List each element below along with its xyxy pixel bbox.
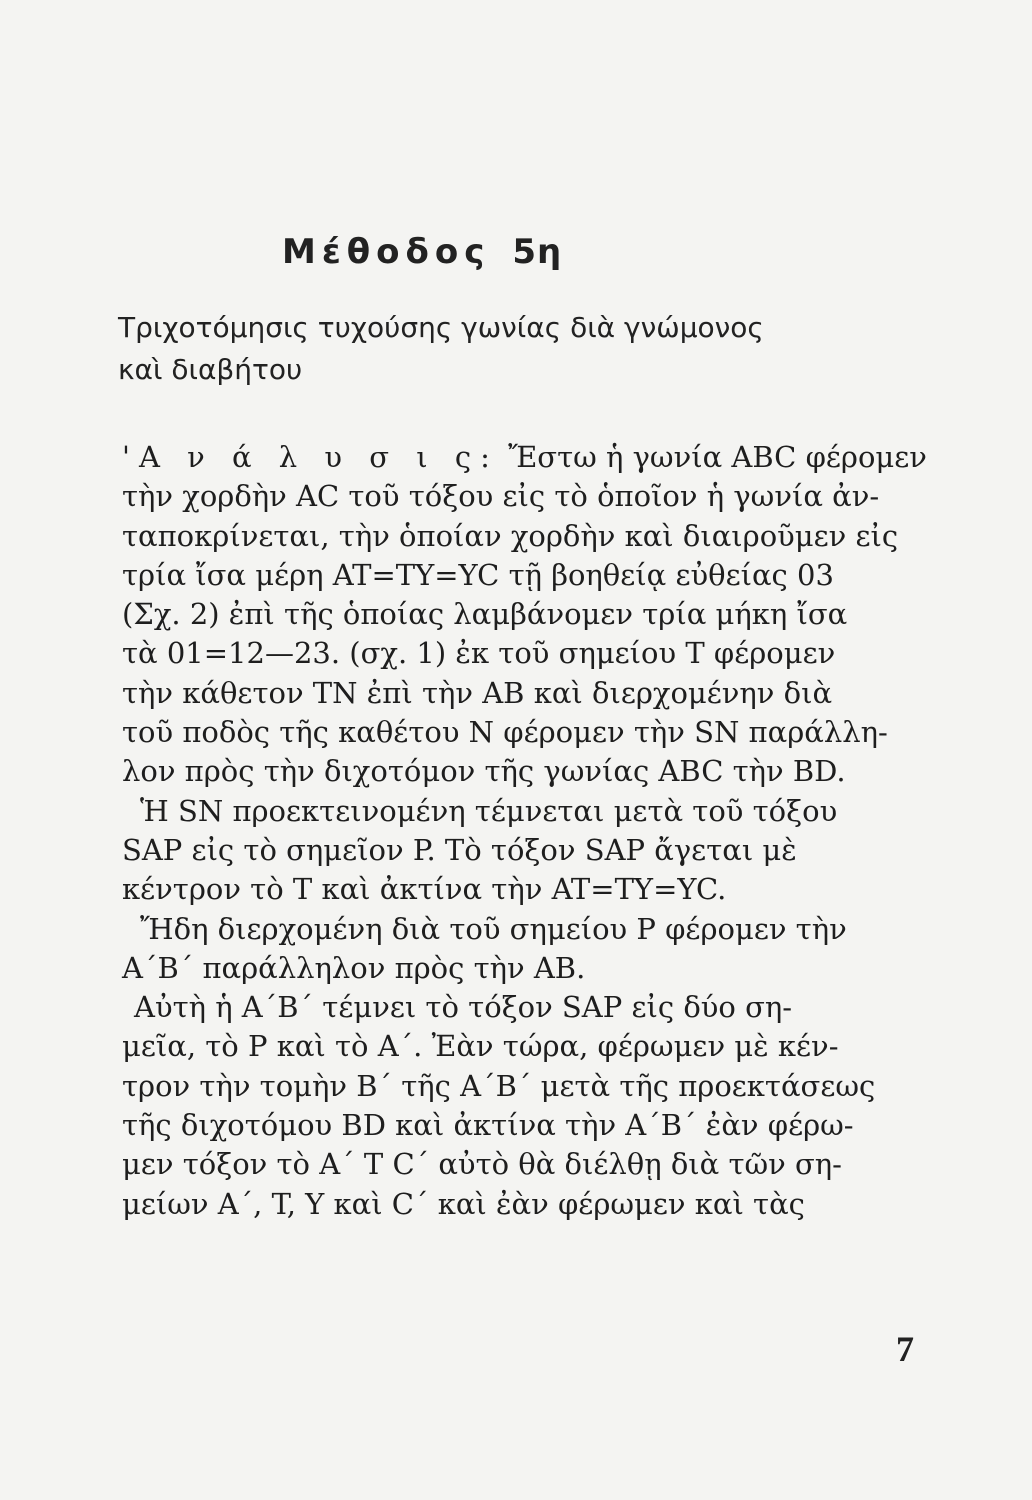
body-line: τὰ 01=12—23. (σχ. 1) ἐκ τοῦ σημείου T φέρομεν xyxy=(122,636,836,671)
body-line: SAP εἰς τὸ σημεῖον P. Τὸ τόξον SAP ἄγεται μὲ xyxy=(122,832,797,867)
section-subtitle xyxy=(118,307,878,391)
body-line: ταποκρίνεται, τὴν ὁποίαν χορδὴν καὶ διαιροῦμεν εἰς xyxy=(122,518,899,553)
body-line: μεν τόξον τὸ A΄ T C΄ αὐτὸ θὰ διέλθῃ διὰ τῶν ση- xyxy=(122,1147,842,1182)
analysis-label: 'Α ν ά λ υ σ ι ς: xyxy=(122,440,499,474)
body-line-text: Ἔστω ἡ γωνία ABC φέρομεν xyxy=(508,440,927,474)
body-line: λον πρὸς τὴν διχοτόμον τῆς γωνίας ABC τὴν BD. xyxy=(122,754,846,789)
body-line: Ἤδη διερχομένη διὰ τοῦ σημείου P φέρομεν τὴν xyxy=(140,911,847,946)
chapter-title xyxy=(282,232,562,272)
body-line: Ἡ SN προεκτεινομένη τέμνεται μετὰ τοῦ τόξου xyxy=(140,793,838,828)
chapter-number: 5η xyxy=(512,232,563,272)
body-line xyxy=(122,438,934,477)
body-line: τὴν κάθετον TN ἐπὶ τὴν AB καὶ διερχομένην διὰ xyxy=(122,675,833,710)
page-number: 7 xyxy=(896,1329,914,1369)
body-line: (Σχ. 2) ἐπὶ τῆς ὁποίας λαμβάνομεν τρία μήκη ἴσα xyxy=(122,597,848,632)
chapter-word: Μέθοδος xyxy=(282,232,491,272)
body-line: τὴν χορδὴν AC τοῦ τόξου εἰς τὸ ὁποῖον ἡ γωνία ἀν- xyxy=(122,479,880,514)
body-text xyxy=(122,438,934,1224)
subtitle-line: Τριχοτόμησις τυχούσης γωνίας διὰ γνώμονος xyxy=(118,311,764,344)
body-line: Αὐτὴ ἡ A΄B΄ τέμνει τὸ τόξον SAP εἰς δύο ση- xyxy=(134,990,793,1025)
body-line: κέντρον τὸ T καὶ ἀκτίνα τὴν AT=TY=YC. xyxy=(122,872,727,907)
subtitle-line: καὶ διαβήτου xyxy=(118,353,303,386)
body-line: τῆς διχοτόμου BD καὶ ἀκτίνα τὴν A΄B΄ ἐὰν φέρω- xyxy=(122,1108,854,1143)
body-line: τοῦ ποδὸς τῆς καθέτου N φέρομεν τὴν SN παράλλη- xyxy=(122,715,888,750)
body-line: μεῖα, τὸ P καὶ τὸ A΄. Ἐὰν τώρα, φέρωμεν μὲ κέν- xyxy=(122,1029,839,1064)
body-line: A΄B΄ παράλληλον πρὸς τὴν AB. xyxy=(122,950,586,985)
body-line: τρία ἴσα μέρη AT=TY=YC τῇ βοηθείᾳ εὐθείας 03 xyxy=(122,557,834,592)
body-line: μείων A΄, T, Y καὶ C΄ καὶ ἐὰν φέρωμεν καὶ τὰς xyxy=(122,1186,805,1221)
body-line: τρον τὴν τομὴν B΄ τῆς A΄B΄ μετὰ τῆς προεκτάσεως xyxy=(122,1068,876,1103)
